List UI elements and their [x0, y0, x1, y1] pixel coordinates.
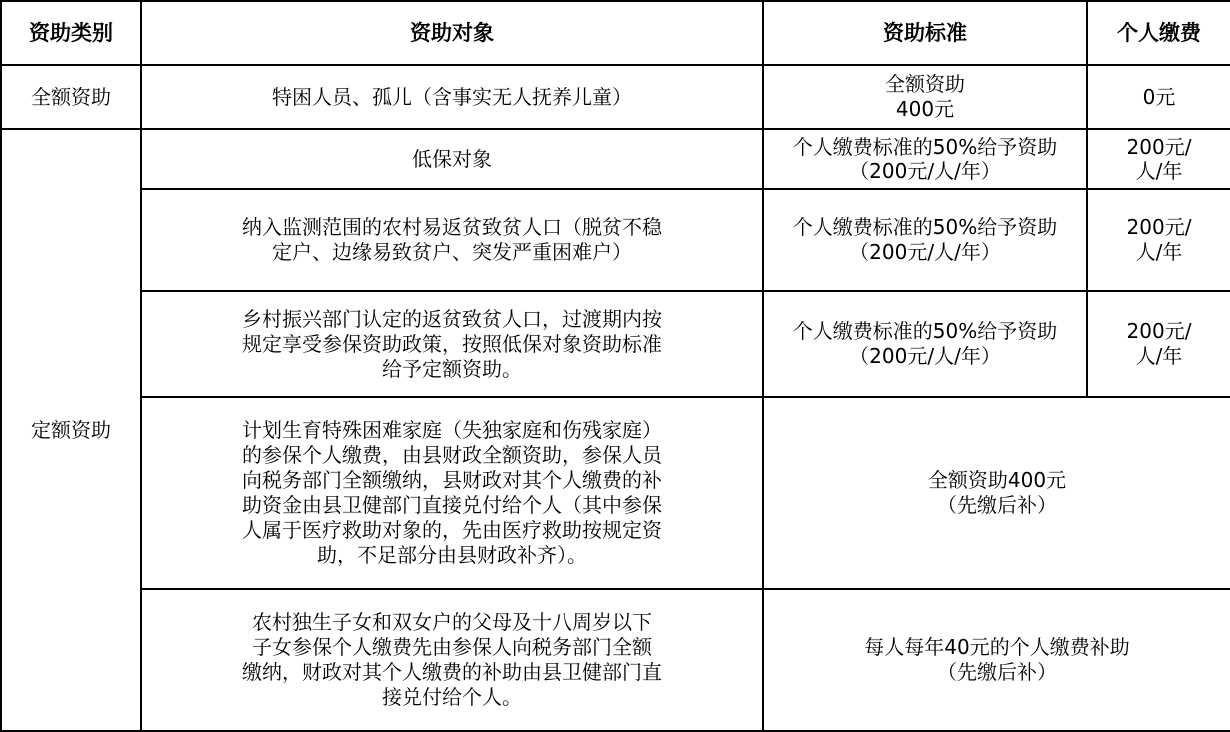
target-line: 定户、边缘易致贫户、突发严重困难户）	[272, 240, 632, 264]
target-cell: 特困人员、孤儿（含事实无人抚养儿童）	[141, 65, 763, 129]
table-row	[1, 129, 1230, 189]
standard-line: （200元/人/年）	[849, 344, 1001, 368]
personal-line: 人/年	[1135, 240, 1183, 264]
standard-line: 全额资助	[885, 72, 965, 96]
category-cell: 定额资助	[1, 129, 141, 731]
table-row	[1, 397, 1230, 589]
standard-line: （先缴后补）	[937, 660, 1057, 684]
target-line: 向税务部门全额缴纳，县财政对其个人缴费的补	[242, 468, 662, 492]
target-line: 缴纳，财政对其个人缴费的补助由县卫健部门直	[242, 660, 662, 684]
standard-cell	[763, 129, 1087, 189]
target-line: 给予定额资助。	[382, 356, 522, 381]
standard-line: 个人缴费标准的50%给予资助	[792, 135, 1058, 159]
standard-cell	[763, 397, 1230, 589]
category-cell: 全额资助	[1, 65, 141, 129]
table-row	[1, 189, 1230, 291]
target-line: 人属于医疗救助对象的，先由医疗救助按规定资	[242, 518, 662, 542]
standard-line: 个人缴费标准的50%给予资助	[792, 215, 1058, 239]
standard-line: 每人每年40元的个人缴费补助	[864, 635, 1130, 659]
personal-line: 人/年	[1135, 159, 1183, 183]
table-row	[1, 291, 1230, 397]
table-row	[1, 65, 1230, 129]
personal-cell	[1087, 129, 1230, 189]
personal-cell	[1087, 291, 1230, 397]
standard-cell	[763, 291, 1087, 397]
personal-line: 200元/	[1126, 319, 1192, 343]
header-target: 资助对象	[141, 1, 763, 65]
header-category: 资助类别	[1, 1, 141, 65]
standard-line: 400元	[895, 97, 955, 121]
target-line: 农村独生子女和双女户的父母及十八周岁以下	[252, 610, 652, 634]
header-standard: 资助标准	[763, 1, 1087, 65]
header-personal: 个人缴费	[1087, 1, 1230, 65]
target-line: 纳入监测范围的农村易返贫致贫人口（脱贫不稳	[242, 215, 662, 239]
target-cell	[141, 291, 763, 397]
standard-line: （先缴后补）	[937, 493, 1057, 517]
personal-cell: 0元	[1087, 65, 1230, 129]
personal-cell	[1087, 189, 1230, 291]
target-line: 子女参保个人缴费先由参保人向税务部门全额	[252, 635, 652, 659]
standard-cell	[763, 589, 1230, 731]
target-line: 接兑付给个人。	[382, 685, 522, 709]
personal-line: 人/年	[1135, 344, 1183, 368]
personal-line: 200元/	[1126, 215, 1192, 239]
target-line: 规定享受参保资助政策，按照低保对象资助标准	[242, 331, 662, 356]
target-line: 助，不足部分由县财政补齐）。	[317, 543, 587, 567]
standard-cell	[763, 189, 1087, 291]
personal-line: 200元/	[1126, 135, 1192, 159]
standard-line: 个人缴费标准的50%给予资助	[792, 319, 1058, 343]
target-line: 计划生育特殊困难家庭（失独家庭和伤残家庭）	[242, 418, 662, 442]
target-cell: 低保对象	[141, 129, 763, 189]
target-cell	[141, 589, 763, 731]
standard-cell	[763, 65, 1087, 129]
target-line: 乡村振兴部门认定的返贫致贫人口，过渡期内按	[242, 306, 662, 331]
standard-line: 全额资助400元	[927, 468, 1067, 492]
standard-line: （200元/人/年）	[849, 240, 1001, 264]
target-cell	[141, 189, 763, 291]
table-row	[1, 589, 1230, 731]
table-header-row	[1, 1, 1230, 65]
target-cell	[141, 397, 763, 589]
standard-line: （200元/人/年）	[849, 159, 1001, 183]
target-line: 的参保个人缴费，由县财政全额资助，参保人员	[242, 443, 662, 467]
target-line: 助资金由县卫健部门直接兑付给个人（其中参保	[242, 493, 662, 517]
